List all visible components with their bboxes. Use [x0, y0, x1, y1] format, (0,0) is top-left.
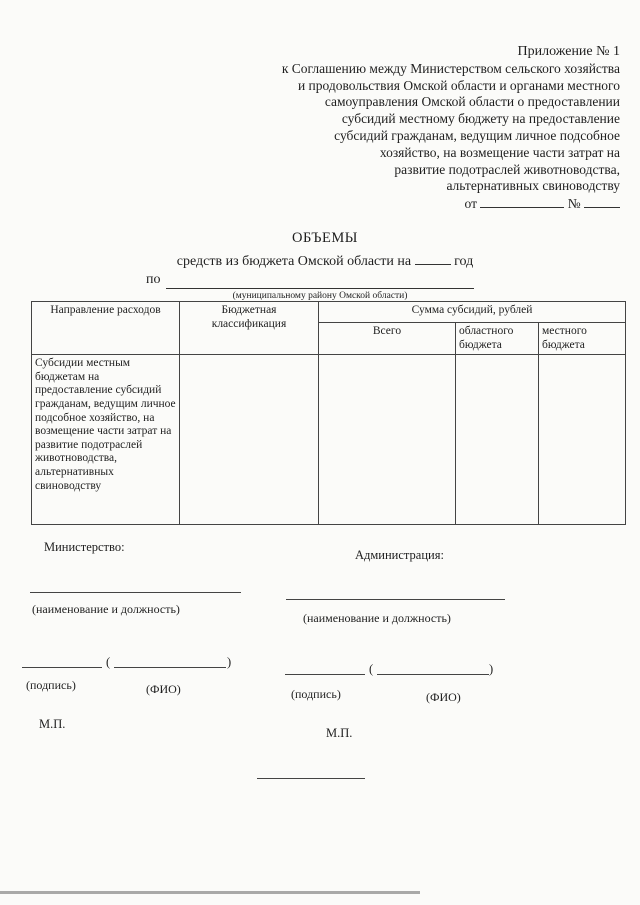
administration-fio-caption: (ФИО)	[426, 690, 461, 704]
ministry-fio-line[interactable]	[114, 667, 226, 668]
district-blank[interactable]	[166, 288, 474, 289]
year-blank[interactable]	[415, 252, 451, 265]
subtitle-suffix: год	[454, 254, 474, 269]
header-classification: Бюджетная классификация	[180, 302, 319, 355]
row-direction: Субсидии местным бюджетам на предоставление субсидий гражданам, ведущим личное подсобное хозяйство, на возмещение части затрат на развитие подотраслей животноводства, альтернативных свиноводству	[32, 355, 180, 525]
ministry-open-paren: (	[106, 655, 111, 669]
ministry-label: Министерство:	[44, 540, 125, 554]
header-line: хозяйство, на возмещение части затрат на	[379, 144, 620, 160]
number-sign: №	[567, 196, 581, 212]
administration-signature-line[interactable]	[285, 674, 365, 675]
ministry-signature-line[interactable]	[22, 667, 102, 668]
header-local: местного бюджета	[539, 323, 626, 355]
bottom-rule	[257, 778, 365, 779]
date-prefix: от	[464, 196, 477, 212]
document-title: ОБЪЕМЫ	[292, 230, 358, 246]
scan-edge	[0, 891, 420, 894]
administration-name-caption: (наименование и должность)	[303, 611, 451, 625]
ministry-seal: М.П.	[39, 717, 66, 731]
administration-name-line[interactable]	[286, 599, 505, 600]
ministry-signature-caption: (подпись)	[26, 678, 76, 692]
administration-close-paren: )	[489, 662, 494, 676]
document-subtitle	[0, 252, 640, 270]
administration-open-paren: (	[369, 662, 374, 676]
ministry-name-line[interactable]	[30, 592, 241, 593]
header-line: развитие подотраслей животноводства,	[394, 161, 620, 177]
subtitle-prefix: средств из бюджета Омской области на	[176, 254, 412, 269]
header-line: альтернативных свиноводству	[446, 178, 620, 194]
date-number-line	[220, 195, 620, 213]
header-line: и продовольствия Омской области и органами местного	[297, 77, 620, 93]
volumes-table	[31, 301, 626, 525]
ministry-close-paren: )	[227, 655, 232, 669]
header-line: к Соглашению между Министерством сельского хозяйства	[281, 60, 620, 76]
header-direction: Направление расходов	[32, 302, 180, 355]
appendix-header	[220, 44, 620, 213]
header-line: самоуправления Омской области о предоставлении	[324, 94, 620, 110]
header-regional: областного бюджета	[456, 323, 539, 355]
cell-classification[interactable]	[180, 355, 319, 525]
cell-local[interactable]	[539, 355, 626, 525]
date-blank[interactable]	[480, 195, 564, 208]
ministry-fio-caption: (ФИО)	[146, 682, 181, 696]
cell-regional[interactable]	[456, 355, 539, 525]
administration-fio-line[interactable]	[377, 674, 489, 675]
administration-label: Администрация:	[355, 548, 444, 562]
administration-seal: М.П.	[326, 726, 353, 740]
po-label: по	[146, 272, 161, 287]
header-line: субсидий местному бюджету на предоставление	[341, 111, 620, 127]
number-blank[interactable]	[584, 195, 620, 208]
header-total: Всего	[319, 323, 456, 355]
header-line: субсидий гражданам, ведущим личное подсобное	[334, 127, 620, 143]
administration-signature-caption: (подпись)	[291, 687, 341, 701]
district-caption: (муниципальному району Омской области)	[232, 291, 408, 301]
header-sum: Сумма субсидий, рублей	[319, 302, 626, 323]
appendix-number: Приложение № 1	[517, 44, 620, 59]
ministry-name-caption: (наименование и должность)	[32, 602, 180, 616]
cell-total[interactable]	[319, 355, 456, 525]
